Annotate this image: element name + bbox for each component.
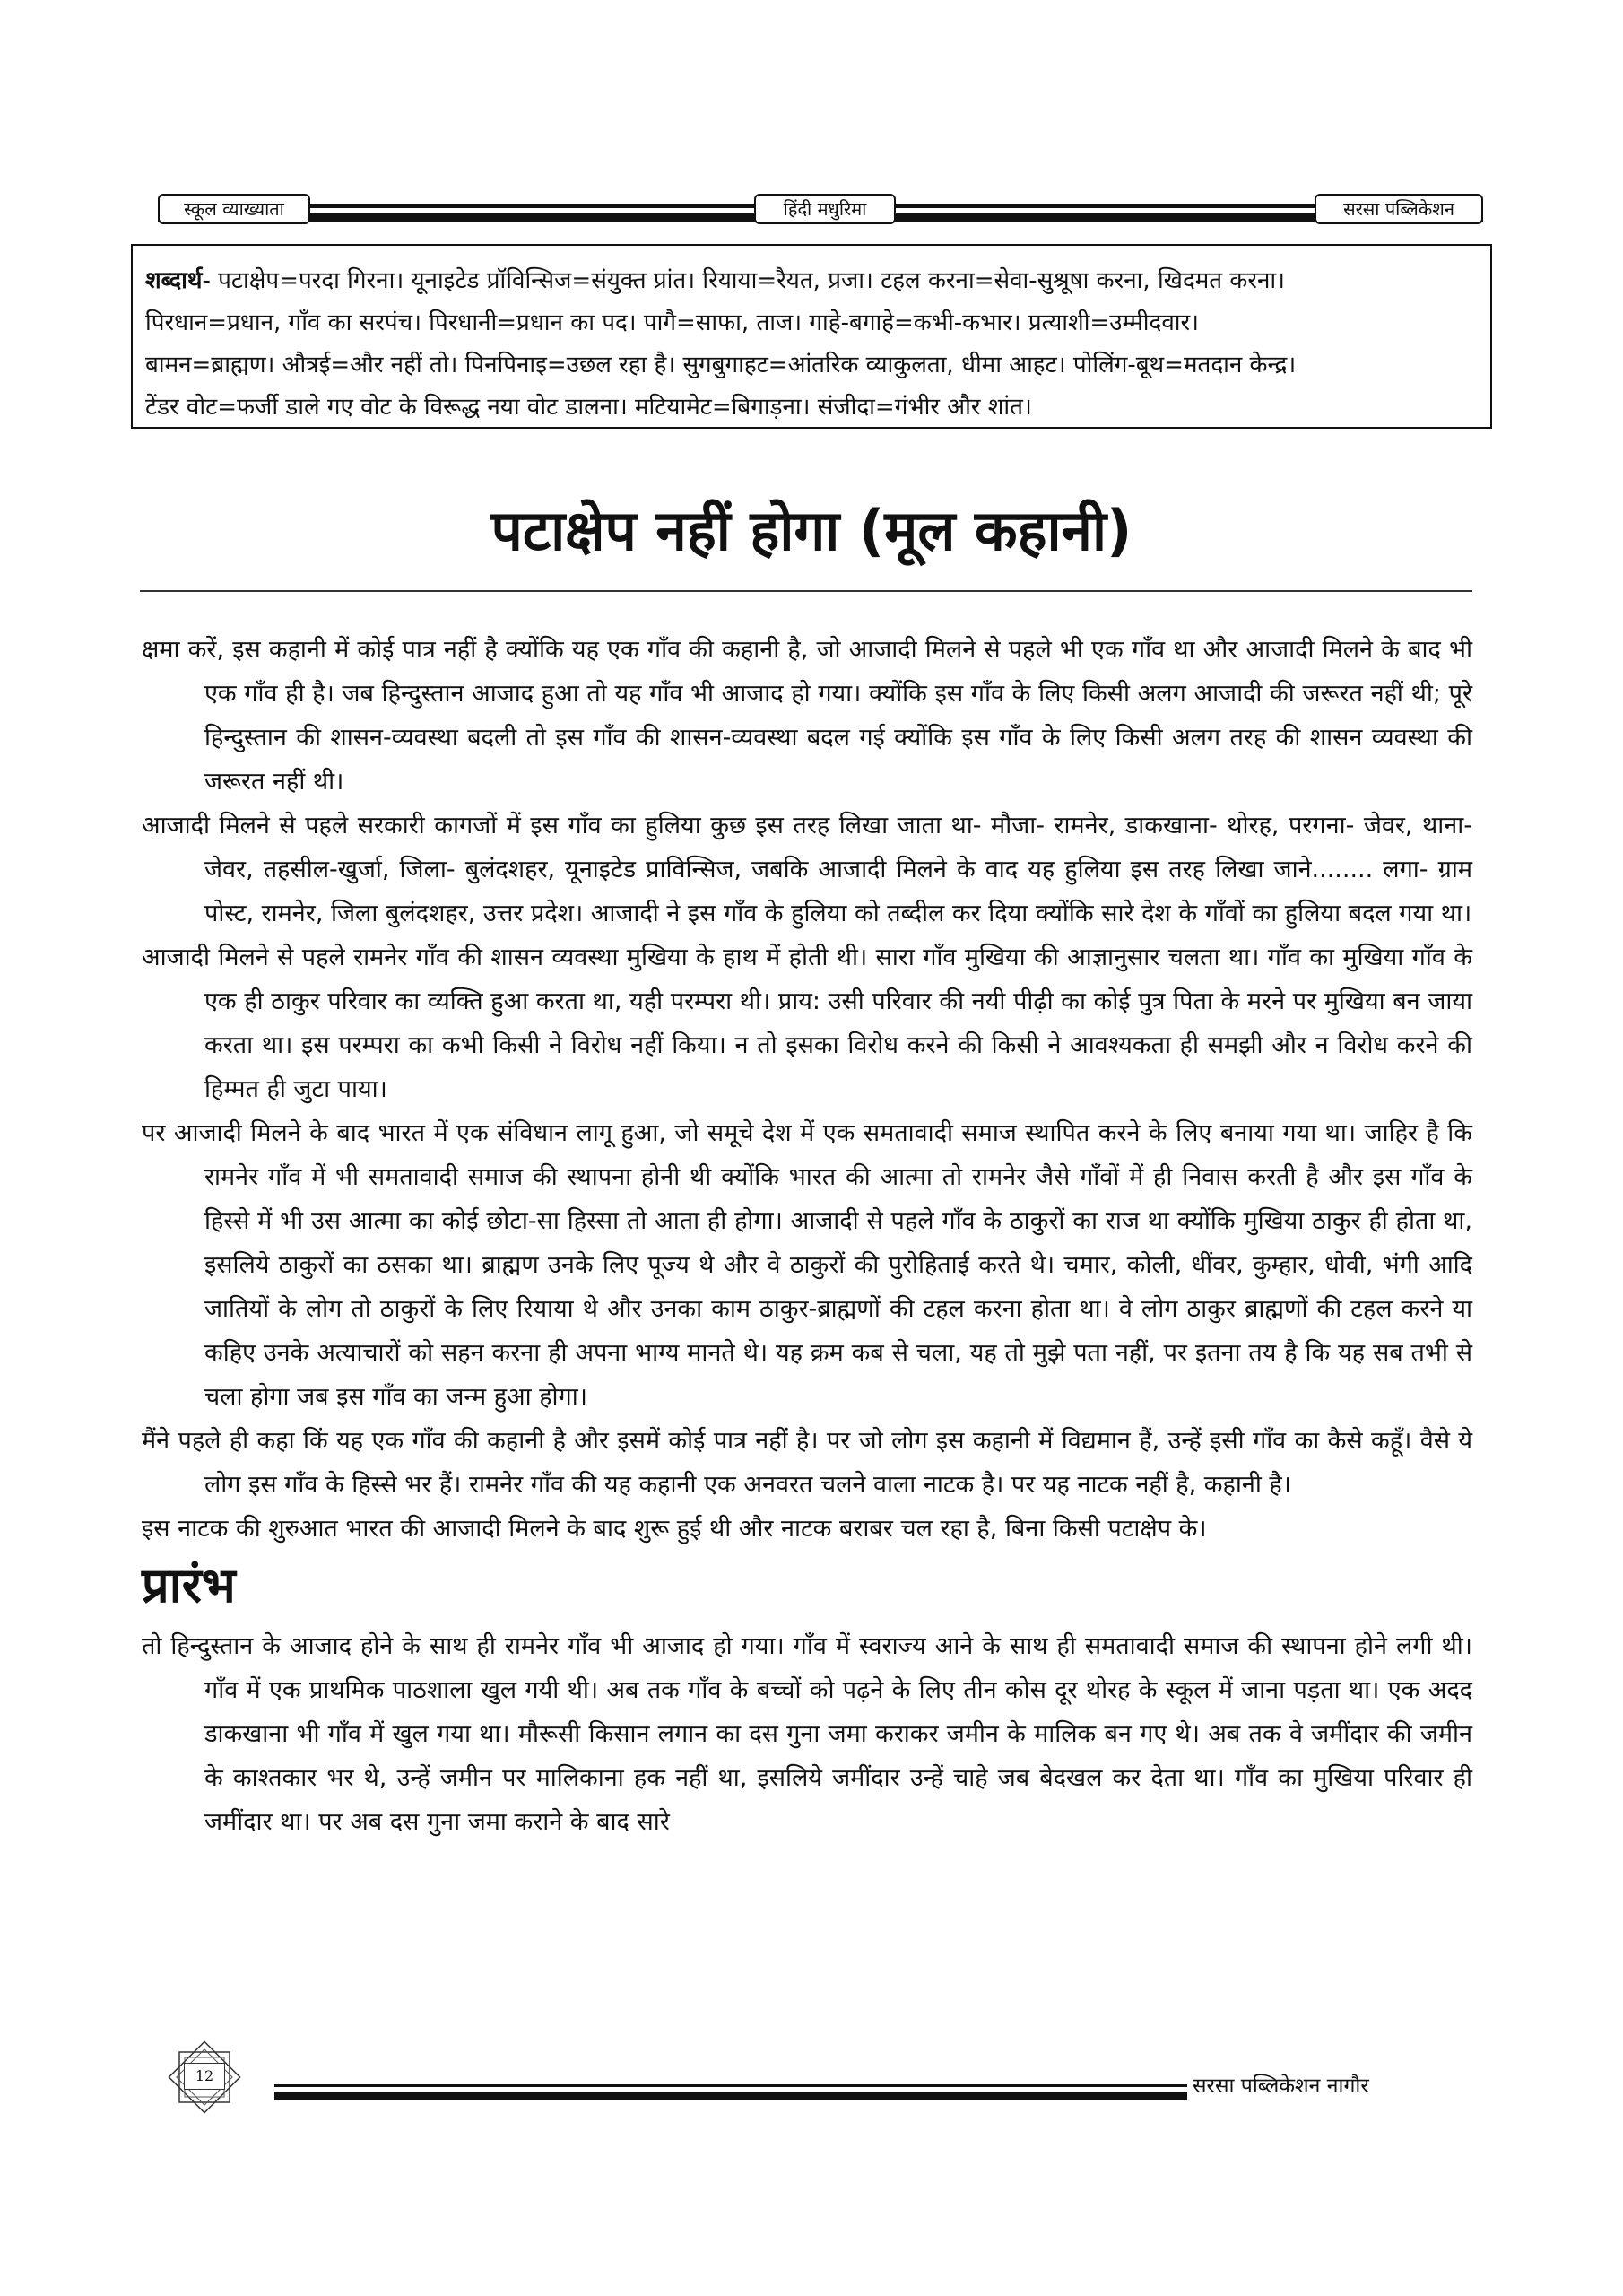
closing-line: इस नाटक की शुरुआत भारत की आजादी मिलने के बाद शुरू हुई थी और नाटक बराबर चल रहा है, बिना किसी पटाक्षेप के। bbox=[142, 1515, 1207, 1543]
section-paragraph: तो हिन्दुस्तान के आजाद होने के साथ ही रामनेर गाँव भी आजाद हो गया। गाँव में स्वराज्य आने के साथ ही समतावादी समाज की स्थापना होने लगी थी। गाँव में एक प्राथमिक पाठशाला खुल गयी थी। अब तक गाँव के बच्चों को पढ़ने के लिए तीन कोस दूर थोरह के स्कूल में जाना पड़ता था। एक अदद डाकखाना भी गाँव में खुल गया था। मौरूसी किसान लगान का दस गुना जमा कराकर जमीन के मालिक बन गए थे। अब तक वे जमींदार की जमीन के काश्तकार भर थे, उन्हें जमीन पर मालिकाना हक नहीं था, इसलिये जमींदार उन्हें चाहे जब बेदखल कर देता था। गाँव का मुखिया परिवार ही जमींदार था। पर अब दस गुना जमा कराने के बाद सारे bbox=[142, 1632, 1472, 1836]
footer-rule-thin bbox=[274, 2084, 1187, 2087]
glossary-heading: शब्दार्थ bbox=[145, 267, 203, 294]
header-center-label: हिंदी मधुरिमा bbox=[754, 194, 896, 224]
glossary-line: बामन=ब्राह्मण। औत्रई=और नहीं तो। पिनपिनाइ=उछल रहा है। सुगबुगाहट=आंतरिक व्याकुलता, धीमा आहट। पोलिंग-बूथ=मतदान केन्द्र। bbox=[145, 352, 1297, 378]
glossary-box bbox=[131, 244, 1492, 429]
glossary-line bbox=[145, 260, 1478, 302]
running-header bbox=[158, 194, 1483, 230]
glossary-line-text: - पटाक्षेप=परदा गिरना। यूनाइटेड प्रॉविन्सिज=संयुक्त प्रांत। रियाया=रैयत, प्रजा। टहल करना=सेवा-सुश्रूषा करना, खिदमत करना। bbox=[202, 267, 1286, 294]
glossary-line: पिरधान=प्रधान, गाँव का सरपंच। पिरधानी=प्रधान का पद। पागै=साफा, ताज। गाहे-बगाहे=कभी-कभार। प्रत्याशी=उम्मीदवार। bbox=[145, 309, 1200, 336]
page-number: 12 bbox=[184, 2063, 225, 2090]
paragraph: पर आजादी मिलने के बाद भारत में एक संविधान लागू हुआ, जो समूचे देश में एक समतावादी समाज स्थापित करने के लिए बनाया गया था। जाहिर है कि रामनेर गाँव में भी समतावादी समाज की स्थापना होनी थी क्योंकि भारत की आत्मा तो रामनेर जैसे गाँवों में ही निवास करती है और इस गाँव के हिस्से में भी उस आत्मा का कोई छोटा-सा हिस्सा तो आता ही होगा। आजादी से पहले गाँव के ठाकुरों का राज था क्योंकि मुखिया ठाकुर ही होता था, इसलिये ठाकुरों का ठसका था। ब्राह्मण उनके लिए पूज्य थे और वे ठाकुरों की पुरोहिताई करते थे। चमार, कोली, धींवर, कुम्हार, धोवी, भंगी आदि जातियों के लोग तो ठाकुरों के लिए रियाया थे और उनका काम ठाकुर-ब्राह्मणों की टहल करना होता था। वे लोग ठाकुर ब्राह्मणों की टहल करने या कहिए उनके अत्याचारों को सहन करना ही अपना भाग्य मानते थे। यह क्रम कब से चला, यह तो मुझे पता नहीं, पर इतना तय है कि यह सब तभी से चला होगा जब इस गाँव का जन्म हुआ होगा। bbox=[142, 1119, 1472, 1411]
paragraph: मैंने पहले ही कहा किं यह एक गाँव की कहानी है और इसमें कोई पात्र नहीं है। पर जो लोग इस कहानी में विद्यमान हैं, उन्हें इसी गाँव का कैसे कहूँ। वैसे ये लोग इस गाँव के हिस्से भर हैं। रामनेर गाँव की यह कहानी एक अनवरत चलने वाला नाटक है। पर यह नाटक नहीं है, कहानी है। bbox=[142, 1427, 1472, 1499]
footer-rule-thick bbox=[274, 2092, 1187, 2100]
section-heading: प्रारंभ bbox=[142, 1557, 236, 1613]
footer-publisher: सरसा पब्लिकेशन नागौर bbox=[1193, 2074, 1369, 2098]
title-divider bbox=[140, 590, 1472, 592]
paragraph: क्षमा करें, इस कहानी में कोई पात्र नहीं है क्योंकि यह एक गाँव की कहानी है, जो आजादी मिलने से पहले भी एक गाँव था और आजादी मिलने के बाद भी एक गाँव ही है। जब हिन्दुस्तान आजाद हुआ तो यह गाँव भी आजाद हो गया। क्योंकि इस गाँव के लिए किसी अलग आजादी की जरूरत नहीं थी; पूरे हिन्दुस्तान की शासन-व्यवस्था बदली तो इस गाँव की शासन-व्यवस्था बदल गई क्योंकि इस गाँव के लिए किसी अलग तरह की शासन व्यवस्था की जरूरत नहीं थी। bbox=[142, 636, 1472, 796]
story-body bbox=[142, 628, 1472, 1844]
header-right-label: सरसा पब्लिकेशन bbox=[1315, 194, 1483, 224]
header-left-label: स्कूल व्याख्याता bbox=[158, 194, 310, 224]
paragraph: आजादी मिलने से पहले सरकारी कागजों में इस गाँव का हुलिया कुछ इस तरह लिखा जाता था- मौजा- रामनेर, डाकखाना- थोरह, परगना- जेवर, थाना-जेवर, तहसील-खुर्जा, जिला- बुलंदशहर, यूनाइटेड प्राविन्सिज, जबकि आजादी मिलने के वाद यह हुलिया इस तरह लिखा जाने........ लगा- ग्राम पोस्ट, रामनेर, जिला बुलंदशहर, उत्तर प्रदेश। आजादी ने इस गाँव के हुलिया को तब्दील कर दिया क्योंकि सारे देश के गाँवों का हुलिया बदल गया था। bbox=[142, 812, 1472, 927]
paragraph: आजादी मिलने से पहले रामनेर गाँव की शासन व्यवस्था मुखिया के हाथ में होती थी। सारा गाँव मुखिया की आज्ञानुसार चलता था। गाँव का मुखिया गाँव के एक ही ठाकुर परिवार का व्यक्ति हुआ करता था, यही परम्परा थी। प्राय: उसी परिवार की नयी पीढ़ी का कोई पुत्र पिता के मरने पर मुखिया बन जाया करता था। इस परम्परा का कभी किसी ने विरोध नहीं किया। न तो इसका विरोध करने की किसी ने आवश्यकता ही समझी और न विरोध करने की हिम्मत ही जुटा पाया। bbox=[142, 944, 1472, 1103]
glossary-line: टेंडर वोट=फर्जी डाले गए वोट के विरूद्ध नया वोट डालना। मटियामेट=बिगाड़ना। संजीदा=गंभीर और शांत। bbox=[145, 394, 1032, 421]
page-title: पटाक्षेप नहीं होगा (मूल कहानी) bbox=[490, 498, 1133, 563]
